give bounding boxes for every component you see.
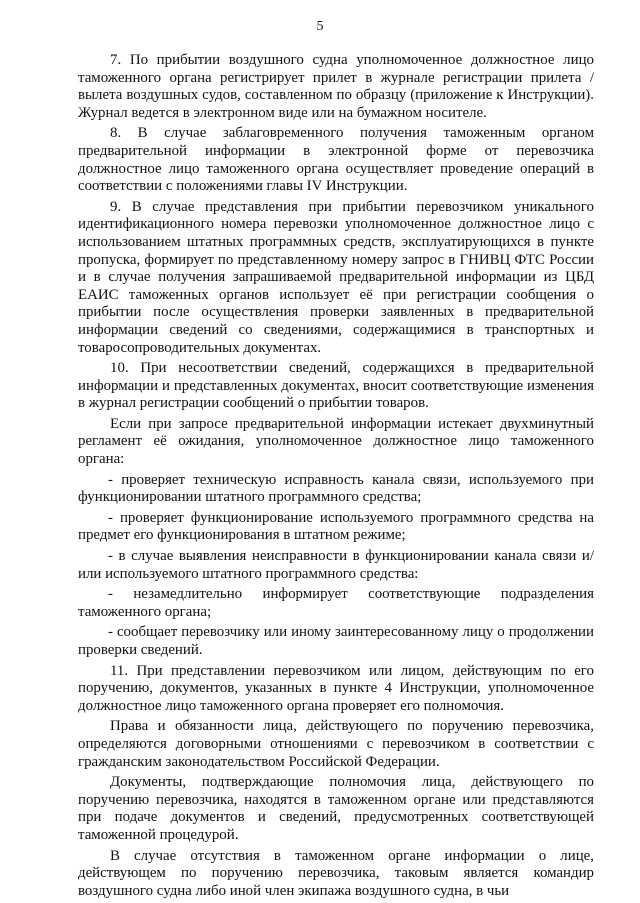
list-item-check-software: - проверяет функционирование используемого программного средства на предмет его функционирования в штатном режиме; [78, 509, 594, 544]
list-item-inform-units: - незамедлительно информирует соответствующие подразделения таможенного органа; [78, 586, 594, 620]
paragraph-absence: В случае отсутствия в таможенном органе информации о лице, действующем по поручению перевозчика, таковым является командир воздушного судна либо иной член экипажа воздушного судна, в чьи [78, 847, 594, 899]
paragraph-10: 10. При несоответствии сведений, содержащихся в предварительной информации и представленных документах, вносит соответствующие изменения в журнал регистрации сообщений о прибытии товаров. [78, 360, 594, 412]
paragraph-9: 9. В случае представления при прибытии перевозчиком уникального идентификационного номера перевозки уполномоченное должностное лицо с использованием штатных программных средств, эксплуатирующихся в пункте пропуска, формирует по представленному номеру запрос в ГНИВЦ ФТС России и в случае получения запрашиваемой предварительной информации из ЦБД ЕАИС таможенных органов использует её при регистрации сообщения о прибытии после осуществления проверки заявленных в предварительной информации сведений со сведениями, содержащимися в транспортных и товаросопроводительных документах. [78, 198, 594, 356]
paragraph-10-note: Если при запросе предварительной информации истекает двухминутный регламент её ожидания, уполномоченное должностное лицо таможенного органа: [78, 415, 594, 468]
paragraph-documents: Документы, подтверждающие полномочия лица, действующего по поручению перевозчика, находятся в таможенном органе или представляются при подаче документов и сведений, предусмотренных соответствующей таможенной процедурой. [78, 774, 594, 843]
list-item-fault-detected: - в случае выявления неисправности в функционировании канала связи и/или используемого штатного программного средства: [78, 548, 594, 582]
list-item-notify-carrier: - сообщает перевозчику или иному заинтересованному лицу о продолжении проверки сведений. [78, 624, 594, 658]
paragraph-11: 11. При представлении перевозчиком или лицом, действующим по его поручению, документов, указанных в пункте 4 Инструкции, уполномоченное должностное лицо таможенного органа проверяет его полномочия. [78, 662, 594, 714]
page-number: 5 [316, 19, 324, 34]
paragraph-7: 7. По прибытии воздушного судна уполномоченное должностное лицо таможенного органа регистрирует прилет в журнале регистрации прилета / вылета воздушных судов, составленном по образцу (приложение к Инструкции). Журнал ведется в электронном виде или на бумажном носителе. [78, 52, 594, 121]
paragraph-8: 8. В случае заблаговременного получения таможенным органом предварительной информации в электронной форме от перевозчика должностное лицо таможенного органа осуществляет проведение операций в соответствии с положениями главы IV Инструкции. [78, 125, 594, 195]
document-body [78, 52, 594, 903]
list-item-check-channel: - проверяет техническую исправность канала связи, используемого при функционировании штатного программного средства; [78, 471, 594, 506]
paragraph-rights: Права и обязанности лица, действующего по поручению перевозчика, определяются договорными отношениями с перевозчиком в соответствии с гражданским законодательством Российской Федерации. [78, 718, 594, 770]
